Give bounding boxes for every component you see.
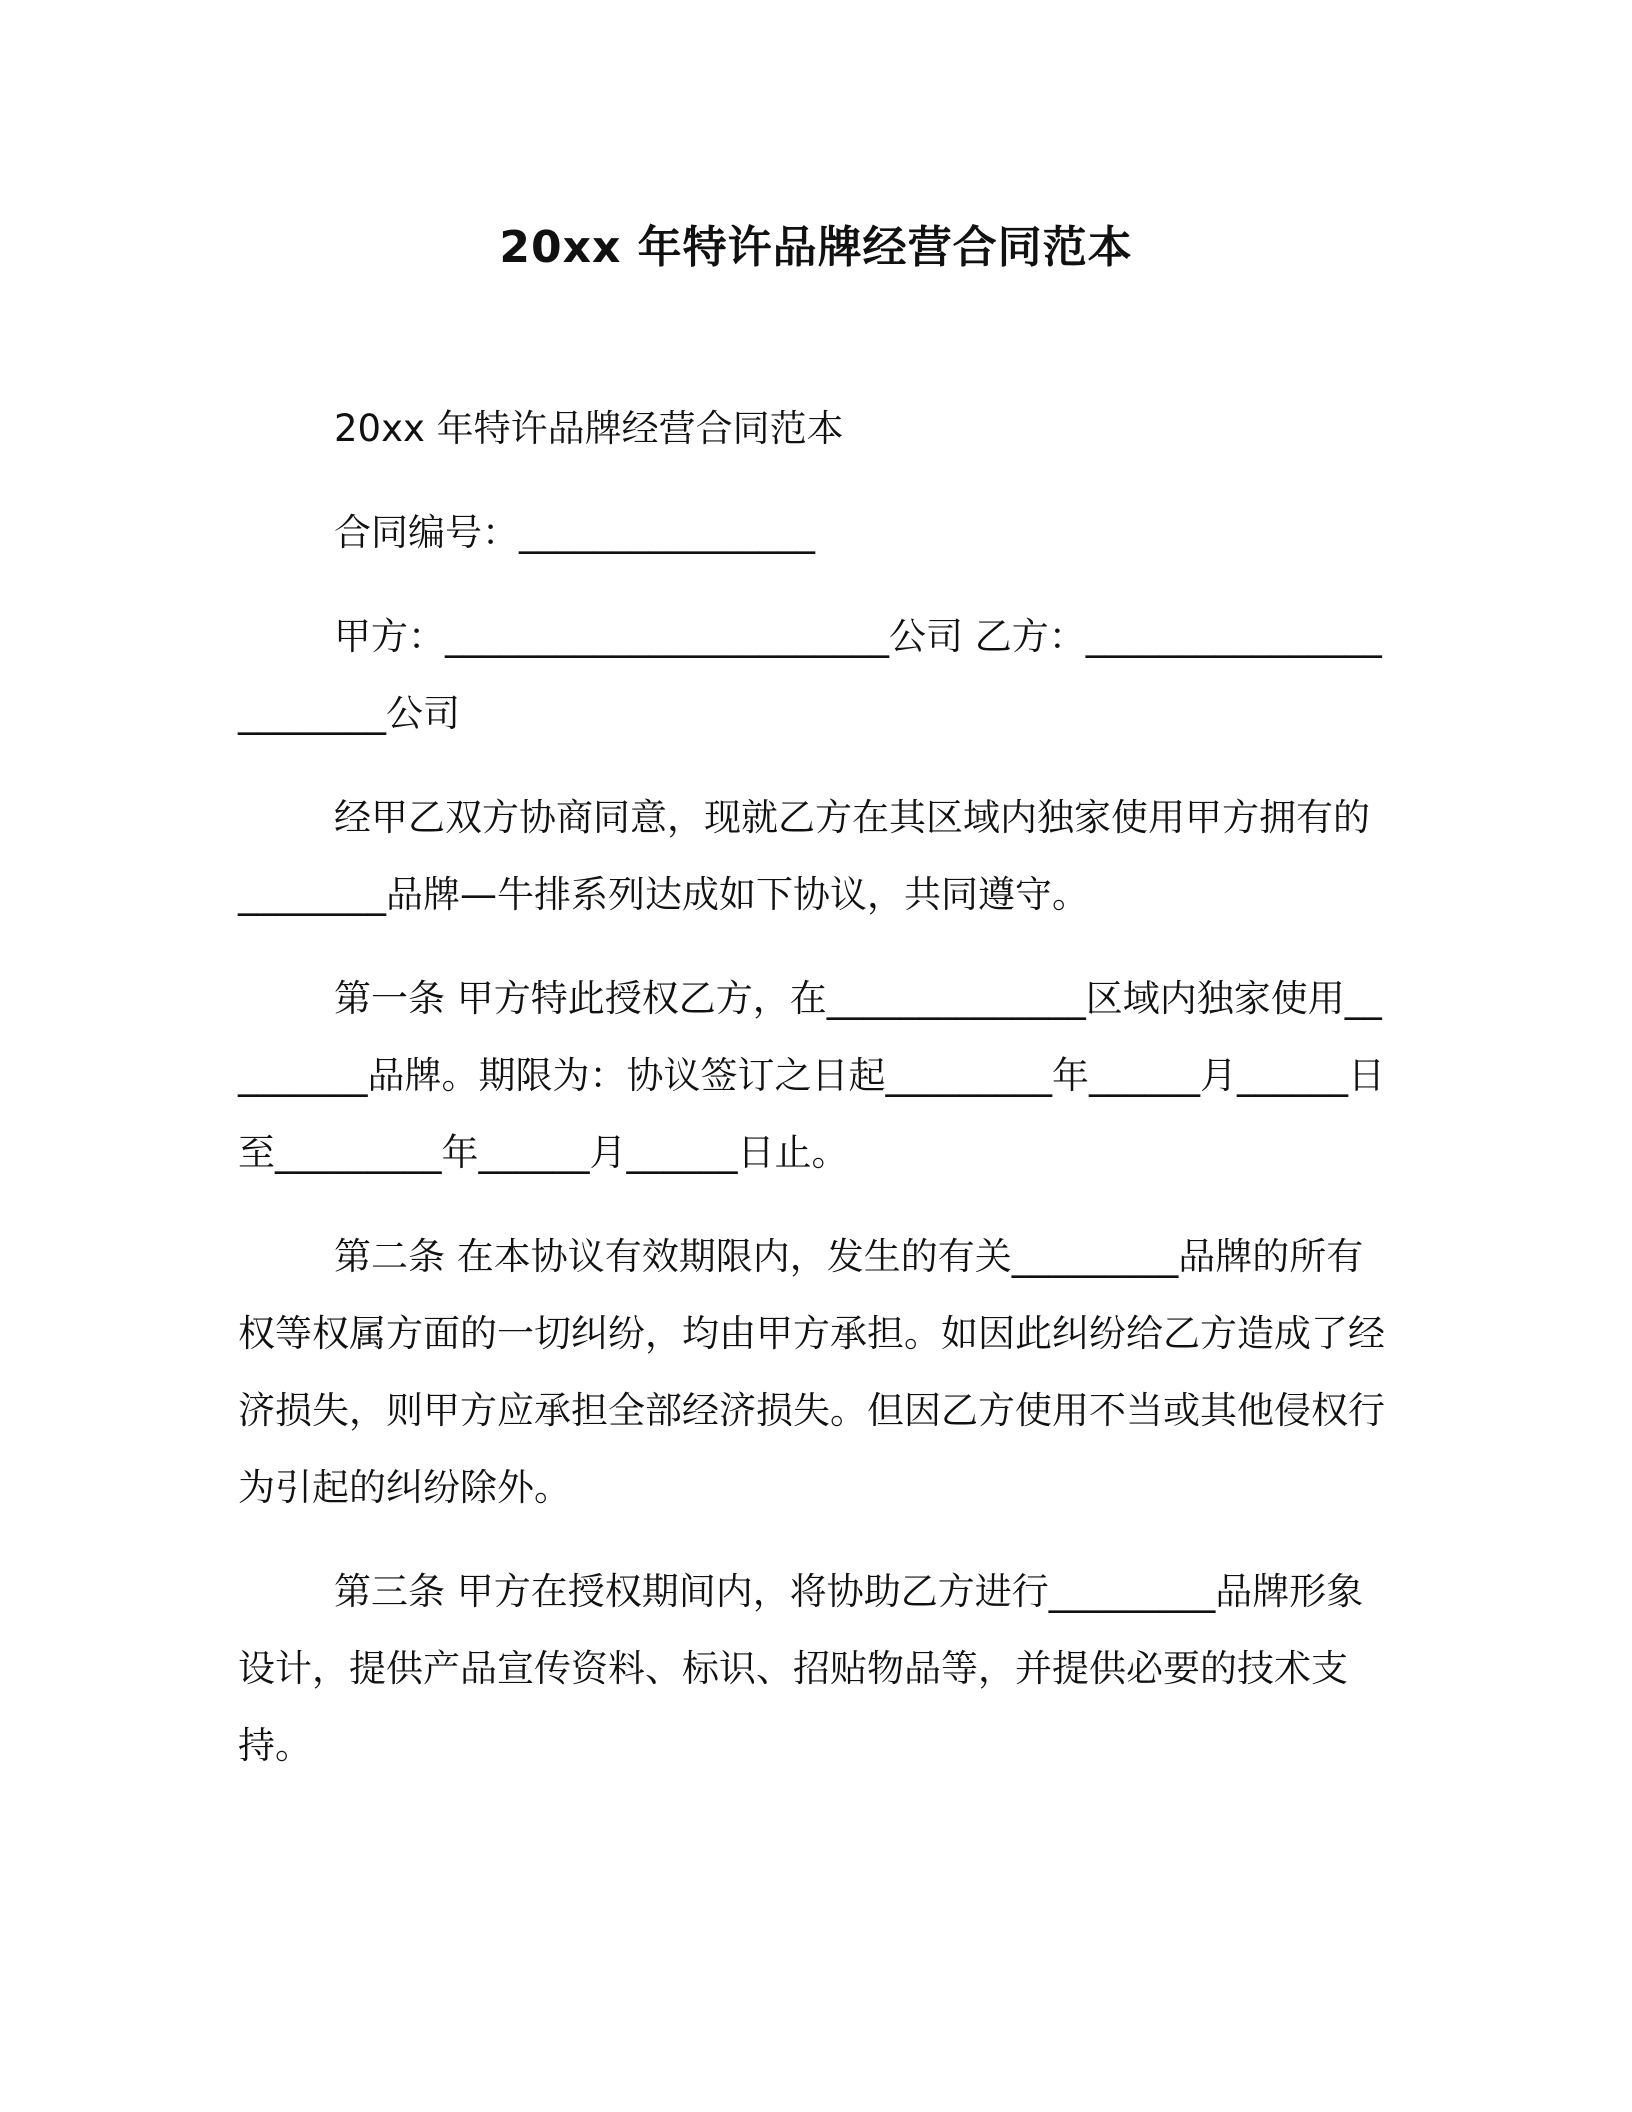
document-title: 20xx 年特许品牌经营合同范本 [499,222,1133,273]
article-1-paragraph: 第一条 甲方特此授权乙方，在______________区域内独家使用_________品牌。期限为：协议签订之日起_________年______月______日至_________年______月______日止。 [238,977,1385,1174]
document-body [238,390,1388,1811]
parties-paragraph: 甲方：________________________公司 乙方：________________________公司 [238,615,1382,735]
preamble-paragraph: 经甲乙双方协商同意，现就乙方在其区域内独家使用甲方拥有的________品牌—牛排系列达成如下协议，共同遵守。 [238,796,1370,916]
article-2-paragraph: 第二条 在本协议有效期限内，发生的有关_________品牌的所有权等权属方面的一切纠纷，均由甲方承担。如因此纠纷给乙方造成了经济损失，则甲方应承担全部经济损失。但因乙方使用不当或其他侵权行为引起的纠纷除外。 [238,1235,1385,1509]
contract-number-paragraph: 合同编号：________________ [334,511,815,554]
subtitle-paragraph: 20xx 年特许品牌经营合同范本 [334,407,844,450]
article-3-paragraph: 第三条 甲方在授权期间内，将协助乙方进行_________品牌形象设计，提供产品宣传资料、标识、招贴物品等，并提供必要的技术支持。 [238,1570,1364,1767]
